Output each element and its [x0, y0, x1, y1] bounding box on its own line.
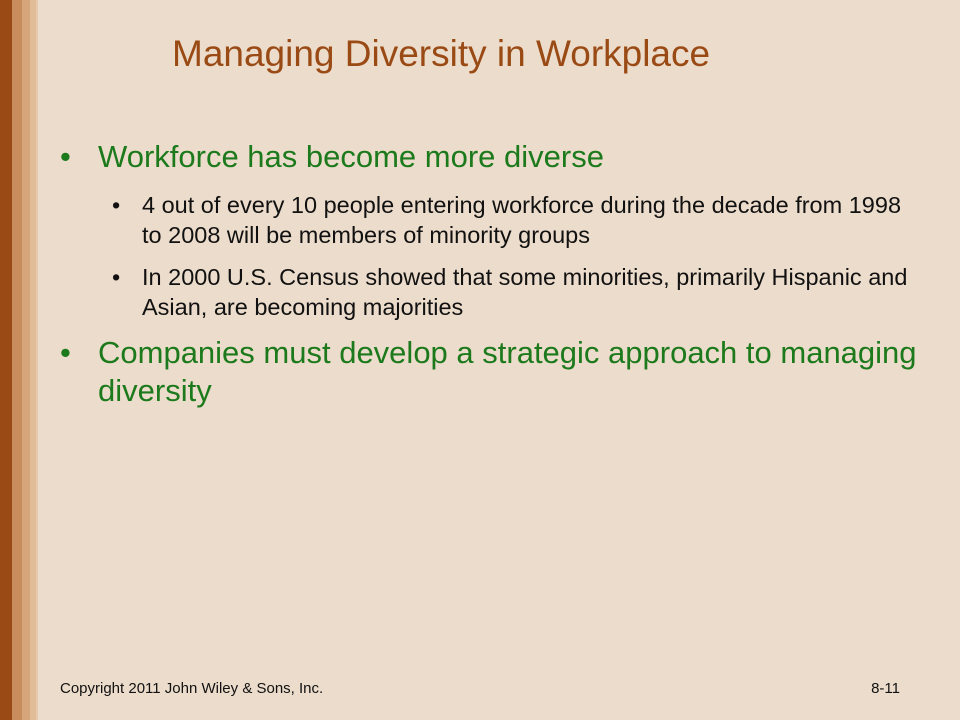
slide-number: 8-11	[871, 680, 900, 697]
bullet-icon: •	[112, 264, 121, 290]
decorative-stripe	[36, 0, 38, 720]
bullet-text: Workforce has become more diverse	[98, 139, 604, 174]
slide-title: Managing Diversity in Workplace	[172, 33, 711, 74]
bullet-text: Companies must develop a strategic approach to managing diversity	[98, 335, 917, 408]
bullet-item	[60, 138, 920, 176]
sub-bullet-text: 4 out of every 10 people entering workforce during the decade from 1998 to 2008 will be members of minority groups	[142, 192, 902, 248]
decorative-stripe	[0, 0, 12, 720]
sub-bullet-text: In 2000 U.S. Census showed that some minorities, primarily Hispanic and Asian, are becoming majorities	[142, 264, 908, 320]
copyright-footer: Copyright 2011 John Wiley & Sons, Inc.	[60, 680, 324, 697]
bullet-icon: •	[112, 192, 121, 218]
sub-bullet-item	[60, 262, 920, 322]
bullet-icon: •	[60, 139, 71, 174]
bullet-list	[60, 138, 920, 410]
sub-bullet-item	[60, 190, 920, 250]
bullet-icon: •	[60, 335, 71, 370]
bullet-item	[60, 334, 920, 410]
decorative-stripe	[12, 0, 22, 720]
decorative-stripe	[22, 0, 30, 720]
